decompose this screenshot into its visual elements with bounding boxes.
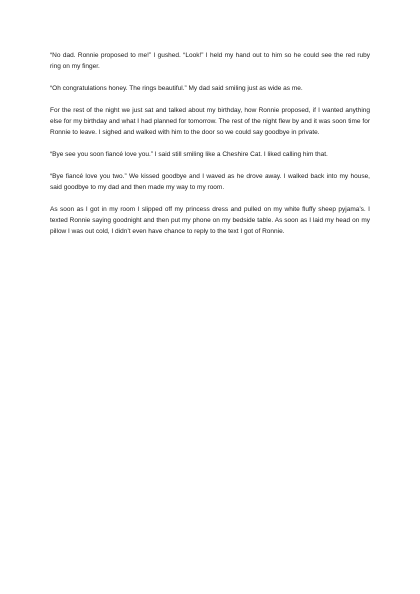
paragraph: For the rest of the night we just sat and talked about my birthday, how Ronnie proposed, if I wanted anything else for my birthday and what I had planned for tomorrow. The rest of the night flew by and it was soon time for Ronnie to leave. I sighed and walked with him to the door so we could say goodbye in private.: [50, 107, 370, 136]
paragraph: As soon as I got in my room I slipped off my princess dress and pulled on my white fluffy sheep pyjama’s. I texted Ronnie saying goodnight and then put my phone on my bedside table. As soon as I laid my head on my pillow I was out cold, I didn’t even have chance to reply to the text I got of Ronnie.: [50, 206, 370, 235]
paragraph: “Bye see you soon fiancé love you.” I said still smiling like a Cheshire Cat. I liked calling him that.: [50, 151, 328, 158]
paragraph: “Oh congratulations honey. The rings beautiful.” My dad said smiling just as wide as me.: [50, 85, 303, 92]
body-text: [50, 50, 370, 248]
paragraph: “Bye fiancé love you two.” We kissed goodbye and I waved as he drove away. I walked back into my house, said goodbye to my dad and then made my way to my room.: [50, 173, 370, 191]
paragraph: “No dad. Ronnie proposed to me!” I gushed. “Look!” I held my hand out to him so he could see the red ruby ring on my finger.: [50, 52, 370, 70]
